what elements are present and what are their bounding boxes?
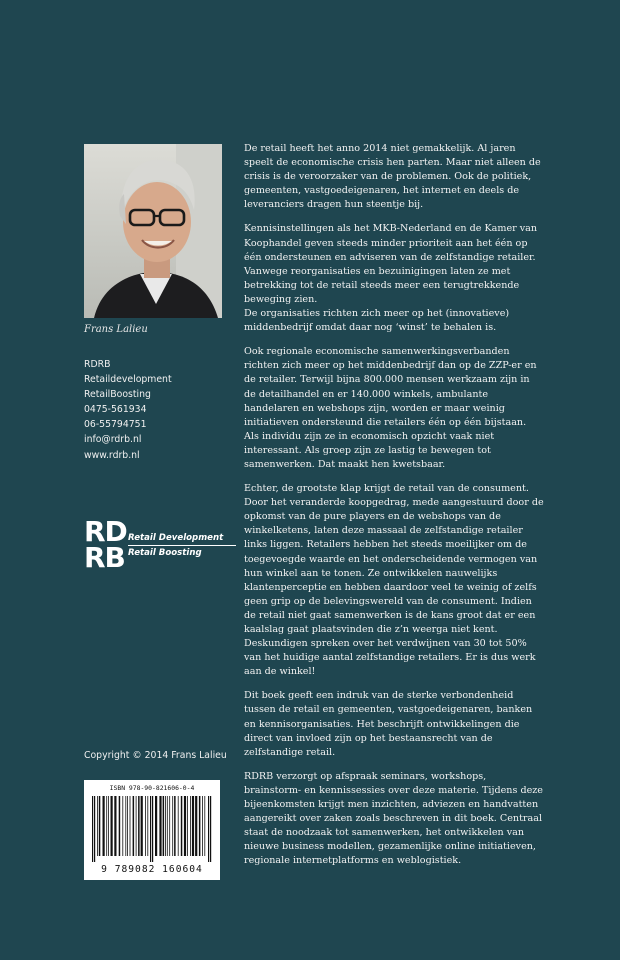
barcode-bar bbox=[103, 796, 105, 856]
back-cover-text bbox=[244, 142, 544, 875]
isbn-barcode bbox=[84, 780, 220, 880]
paragraph-consumer: Echter, de grootste klap krijgt de retail van de consument. Door het veranderde koopgedrag, mede aangestuurd door de opkomst van de pure players en de webshops van de winkelketens, laten deze massaal de zelfstandige retailer links liggen. Retailers hebben het steeds moeilijker om de toegevoegde waarde en het onderscheidende vermogen van hun winkel aan te tonen. Ze ontwikkelen nauwelijks klantenperceptie en hebben daardoor veel te weinig of zelfs geen grip op de belevingswereld van de consument. Indien de retail niet gaat samenwerken is de kans groot dat er een kaalslag gaat plaatsvinden die z’n weerga niet kent. Deskundigen spreken over het verdwijnen van 30 tot 50% van het huidige aantal zelfstandige retailers. Er is dus werk aan de winkel! bbox=[244, 483, 544, 678]
logo-letters-rd: RD bbox=[84, 515, 127, 548]
barcode-bar bbox=[114, 796, 116, 856]
barcode-guard-bar bbox=[150, 796, 151, 862]
barcode-bar bbox=[119, 796, 121, 856]
barcode-bar bbox=[184, 796, 186, 856]
barcode-guard-bar bbox=[94, 796, 95, 862]
barcode-bar bbox=[192, 796, 194, 856]
author-photo bbox=[84, 144, 222, 318]
contact-company: RDRB bbox=[84, 359, 111, 370]
barcode-bar bbox=[199, 796, 201, 856]
barcode-bar bbox=[202, 796, 203, 856]
paragraph-institutions: Kennisinstellingen als het MKB-Nederland en de Kamer van Koophandel geven steeds minder prioriteit aan het één op één ondersteunen en adviseren van de zelfstandige retailer. Vanwege reorganisaties en bezuinigingen laten ze met betrekking tot de retail steeds meer een terugtrekkende beweging zien. bbox=[244, 223, 538, 305]
barcode-bar bbox=[159, 796, 161, 856]
barcode-bar bbox=[195, 796, 197, 856]
barcode-bar bbox=[155, 796, 157, 856]
barcode-bar bbox=[190, 796, 191, 856]
contact-website[interactable]: www.rdrb.nl bbox=[84, 449, 140, 461]
paragraph-rdrb-services: RDRB verzorgt op afspraak seminars, workshops, brainstorm- en kennissessies over deze materie. Tijdens deze bijeenkomsten krijgt men inzichten, adviezen en handvatten aangereikt over zaken zoals beschreven in dit boek. Centraal staat de noodzaak tot samenwerken, het ontwikkelen van nieuwe business modellen, gezamenlijke online initiatieven, regionale internetplatforms en weblogistiek. bbox=[244, 770, 543, 867]
rdrb-logo bbox=[84, 515, 234, 575]
logo-divider bbox=[128, 545, 236, 546]
barcode-bar bbox=[138, 796, 140, 856]
barcode-guard-bar bbox=[208, 796, 209, 862]
barcode-bar bbox=[145, 796, 146, 856]
barcode-bar bbox=[178, 796, 179, 856]
barcode-bar bbox=[167, 796, 168, 856]
barcode-bar bbox=[127, 796, 128, 856]
barcode-guard-bar bbox=[210, 796, 211, 862]
contact-email[interactable]: info@rdrb.nl bbox=[84, 434, 142, 446]
logo-letters-rb: RB bbox=[84, 541, 125, 574]
copyright-notice: Copyright © 2014 Frans Lalieu bbox=[84, 750, 227, 761]
barcode-bars bbox=[92, 796, 212, 862]
paragraph-regional: Ook regionale economische samenwerkingsverbanden richten zich meer op het middenbedrijf dan op de ZZP-er en de retailer. Terwijl bijna 800.000 mensen werkzaam zijn in de detailhandel en er 140.000 winkels, ambulante handelaren en webshops zijn, worden er maar weinig initiatieven ondersteund die retailers één op één bijstaan. Als individu zijn ze in economisch opzicht vaak niet interessant. Als groep zijn ze lastig te bewegen tot samenwerken. Dat maakt hen kwetsbaar. bbox=[244, 346, 537, 470]
barcode-bar bbox=[130, 796, 131, 856]
barcode-bar bbox=[122, 796, 123, 856]
author-portrait-image bbox=[84, 144, 222, 318]
barcode-digits: 9 789082 160604 bbox=[101, 864, 203, 875]
contact-mobile: 06-55794751 bbox=[84, 419, 147, 431]
barcode-bar bbox=[165, 796, 166, 856]
contact-block bbox=[84, 357, 234, 463]
barcode-bar bbox=[141, 796, 143, 856]
isbn-label: ISBN 978-90-821606-0-4 bbox=[109, 784, 195, 792]
barcode-bar bbox=[163, 796, 165, 856]
barcode-bar bbox=[204, 796, 205, 856]
paragraph-organisations: De organisaties richten zich meer op het (innovatieve) middenbedrijf omdat daar nog ‘winst’ te behalen is. bbox=[244, 308, 510, 334]
barcode-bar bbox=[97, 796, 98, 856]
barcode-bar bbox=[169, 796, 170, 856]
barcode-bar bbox=[174, 796, 176, 856]
barcode-bar bbox=[108, 796, 109, 856]
barcode-bar bbox=[125, 796, 126, 856]
barcode-bar bbox=[99, 796, 101, 856]
author-caption: Frans Lalieu bbox=[84, 324, 148, 335]
paragraph-book: Dit boek geeft een indruk van de sterke verbondenheid tussen de retail en gemeenten, vastgoedeigenaren, banken en kennisorganisaties. Het beschrijft ontwikkelingen die direct van invloed zijn op het bestaansrecht van de zelfstandige retail. bbox=[244, 690, 533, 758]
logo-word-boosting: Retail Boosting bbox=[128, 548, 202, 558]
barcode-bar bbox=[133, 796, 135, 856]
contact-tagline-development: Retaildevelopment bbox=[84, 374, 172, 386]
contact-tagline-boosting: RetailBoosting bbox=[84, 389, 151, 401]
barcode-bar bbox=[187, 796, 188, 856]
paragraph-intro: De retail heeft het anno 2014 niet gemakkelijk. Al jaren speelt de economische crisis hen parten. Maar niet alleen de crisis is de veroorzaker van de problemen. Ook de politiek, gemeenten, vastgoedeigenaren, het internet en deels de leveranciers dragen hun steentje bij. bbox=[244, 143, 541, 211]
barcode-bar bbox=[181, 796, 183, 856]
barcode-bar bbox=[106, 796, 107, 856]
barcode-bar bbox=[172, 796, 173, 856]
barcode-bar bbox=[147, 796, 148, 856]
barcode-guard-bar bbox=[92, 796, 93, 862]
contact-phone: 0475-561934 bbox=[84, 404, 147, 416]
barcode-bar bbox=[111, 796, 113, 856]
barcode-guard-bar bbox=[152, 796, 153, 862]
barcode-bar bbox=[136, 796, 137, 856]
logo-word-development: Retail Development bbox=[128, 533, 224, 543]
